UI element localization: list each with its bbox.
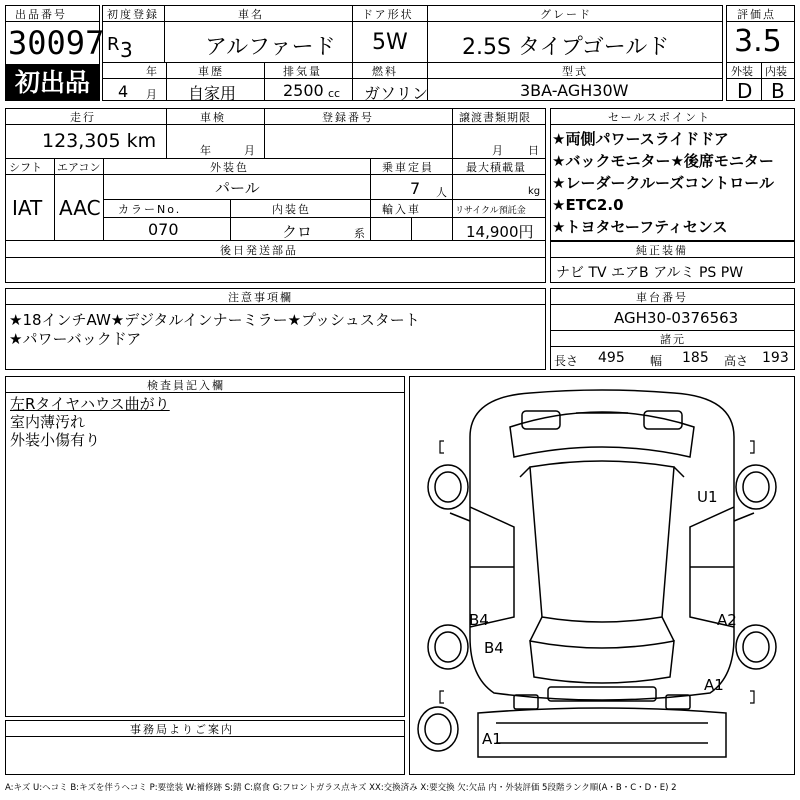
ext-color: パール <box>215 179 260 197</box>
fuel-label: 燃料 <box>372 65 398 78</box>
later-parts-label: 後日発送部品 <box>220 244 298 257</box>
recycle-deposit: 14,900円 <box>466 223 534 241</box>
sales-point: ★ETC2.0 <box>552 196 624 214</box>
sales-points-title: セールスポイント <box>608 111 712 124</box>
displacement-label: 排気量 <box>283 65 322 78</box>
notes-line-1: ★18インチAW★デジタルインナーミラー★プッシュスタート <box>9 311 420 329</box>
condition-diagram <box>409 376 795 775</box>
inspector-note: 左Rタイヤハウス曲がり <box>10 395 170 413</box>
reg-label: 初度登録 <box>107 8 159 21</box>
month-unit: 月 <box>146 88 159 101</box>
transfer-month-unit: 月 <box>492 144 505 157</box>
reg-month: 4 <box>118 82 129 101</box>
sales-point: ★トヨタセーフティセンス <box>552 218 728 236</box>
lot-number: 30097 <box>8 24 105 62</box>
sales-point: ★バックモニター★後席モニター <box>552 152 774 170</box>
model-code: 3BA-AGH30W <box>520 81 629 100</box>
chassis-number: AGH30-0376563 <box>614 309 739 327</box>
exterior-label: 外装 <box>731 65 753 78</box>
transfer-label: 譲渡書類期限 <box>459 111 531 124</box>
mileage: 123,305 km <box>42 130 157 152</box>
sales-points-list <box>552 128 774 238</box>
height: 193 <box>762 350 789 366</box>
history: 自家用 <box>188 84 237 103</box>
int-color: クロ <box>282 223 313 241</box>
notes-title: 注意事項欄 <box>228 291 293 304</box>
door-label: ドア形状 <box>362 8 414 21</box>
ac: AAC <box>59 196 101 220</box>
height-label: 高さ <box>724 354 749 368</box>
equipment-items: ナビ TV エアB アルミ PS PW <box>556 265 744 281</box>
inspector-title: 検査員記入欄 <box>147 379 225 392</box>
int-color-unit: 系 <box>354 227 365 240</box>
length-label: 長さ <box>554 354 579 368</box>
capacity: 7 <box>410 179 421 198</box>
damage-mark-a2: A2 <box>717 611 737 629</box>
shift: IAT <box>12 196 43 220</box>
fuel: ガソリン <box>364 84 429 103</box>
damage-mark-b4-tire: B4 <box>484 639 504 657</box>
interior-grade: B <box>771 79 785 103</box>
grade-label: グレード <box>540 8 592 21</box>
model-label: 型式 <box>562 65 588 78</box>
score-label: 評価点 <box>737 8 776 21</box>
damage-mark-a1-rear: A1 <box>704 676 724 694</box>
max-load-label: 最大積載量 <box>466 161 526 174</box>
color-no: 070 <box>148 220 179 239</box>
width: 185 <box>682 350 709 366</box>
year-unit: 年 <box>146 65 159 78</box>
car-name-label: 車名 <box>238 8 264 21</box>
sales-point: ★両側パワースライドドア <box>552 130 729 148</box>
import-label: 輸入車 <box>382 203 421 216</box>
lot-number-label: 出品番号 <box>15 8 67 21</box>
capacity-label: 乗車定員 <box>382 161 434 174</box>
car-name: アルファード <box>205 35 336 60</box>
first-listing-badge: 初出品 <box>5 64 100 101</box>
int-color-label: 内装色 <box>272 203 311 216</box>
history-label: 車歴 <box>198 65 224 78</box>
displacement: 2500 <box>283 81 324 100</box>
notes-line-2: ★パワーバックドア <box>9 330 142 348</box>
score: 3.5 <box>734 24 782 59</box>
car-diagram-svg <box>410 377 794 774</box>
width-label: 幅 <box>650 354 663 368</box>
inspection-label: 車検 <box>200 111 226 124</box>
equipment-title: 純正装備 <box>636 244 688 257</box>
inspection-month-unit: 月 <box>244 144 257 157</box>
shift-label: シフト <box>9 161 42 174</box>
mileage-label: 走行 <box>70 111 96 124</box>
specs-title: 諸元 <box>660 333 686 346</box>
plate-label: 登録番号 <box>322 111 374 124</box>
cc-unit: cc <box>328 87 341 100</box>
grade: 2.5S タイプゴールド <box>462 35 670 60</box>
exterior-grade: D <box>737 79 753 103</box>
sales-point: ★レーダークルーズコントロール <box>552 174 774 192</box>
damage-mark-u1: U1 <box>697 488 718 506</box>
legend-text: A:キズ U:ヘコミ B:キズを伴うヘコミ P:要塗装 W:補修跡 S:錆 C:腐食 G:フロントガラス点キズ XX:交換済み X:要交換 欠:欠品 内・外装評価 5段階ランク順(A・B・C・D・E) 2 <box>5 783 677 793</box>
inspector-note: 室内薄汚れ <box>10 413 86 431</box>
door-type: 5W <box>372 30 408 55</box>
inspector-notes <box>10 395 170 449</box>
transfer-day-unit: 日 <box>528 144 541 157</box>
ac-label: エアコン <box>57 161 101 174</box>
capacity-unit: 人 <box>436 186 449 199</box>
max-load-unit: kg <box>528 186 541 197</box>
interior-label: 内装 <box>765 65 787 78</box>
color-no-label: カラーNo. <box>118 203 182 216</box>
recycle-label: リサイクル預託金 <box>455 206 526 216</box>
ext-color-label: 外装色 <box>210 161 249 174</box>
office-title: 事務局よりご案内 <box>130 723 234 736</box>
reg-year: 3 <box>120 38 133 62</box>
length: 495 <box>598 350 625 366</box>
inspection-year-unit: 年 <box>200 144 213 157</box>
damage-mark-b4-side: B4 <box>469 611 489 629</box>
inspector-note: 外装小傷有り <box>10 431 101 449</box>
damage-mark-a1-bumper: A1 <box>482 730 502 748</box>
chassis-title: 車台番号 <box>636 291 688 304</box>
era: R <box>107 34 120 55</box>
